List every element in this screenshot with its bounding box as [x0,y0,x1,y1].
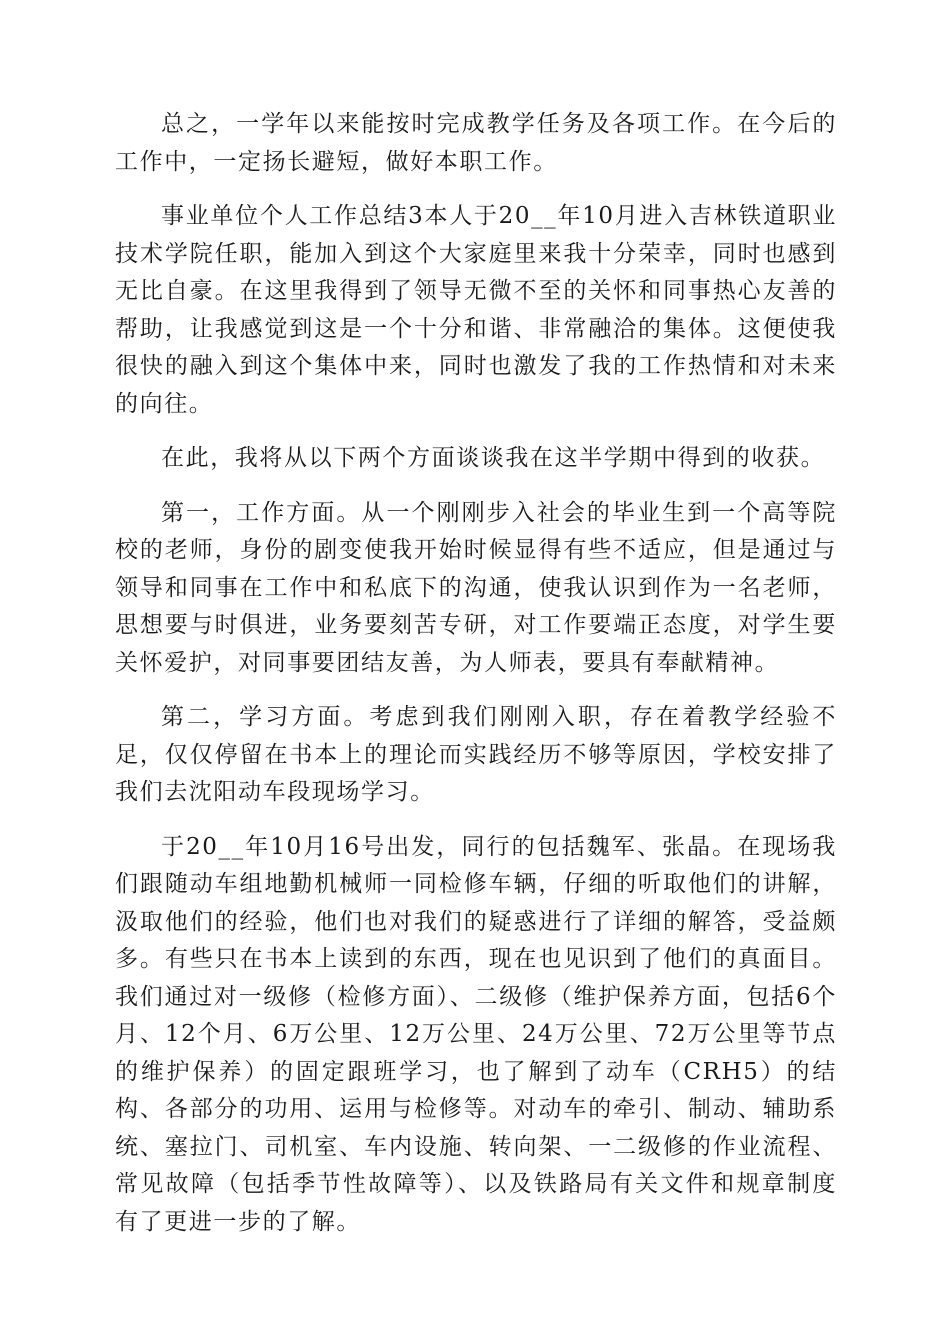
paragraph-field-study: 于20__年10月16号出发，同行的包括魏军、张晶。在现场我们跟随动车组地勤机械师一同检修车辆，仔细的听取他们的讲解，汲取他们的经验，他们也对我们的疑惑进行了详细的解答，受益颇多。有些只在书本上读到的东西，现在也见识到了他们的真面目。我们通过对一级修（检修方面）、二级修（维护保养方面，包括6个月、12个月、6万公里、12万公里、24万公里、72万公里等节点的维护保养）的固定跟班学习，也了解到了动车（CRH5）的结构、各部分的功用、运用与检修等。对动车的牵引、制动、辅助系统、塞拉门、司机室、车内设施、转向架、一二级修的作业流程、常见故障（包括季节性故障等）、以及铁路局有关文件和规章制度有了更进一步的了解。 [115,833,837,1235]
paragraph-work-aspect: 第一，工作方面。从一个刚刚步入社会的毕业生到一个高等院校的老师，身份的剧变使我开始时候显得有些不适应，但是通过与领导和同事在工作中和私底下的沟通，使我认识到作为一名老师，思想要与时俱进，业务要刻苦专研，对工作要端正态度，对学生要关怀爱护，对同事要团结友善，为人师表，要具有奉献精神。 [115,499,837,676]
paragraph-summary: 总之，一学年以来能按时完成教学任务及各项工作。在今后的工作中，一定扬长避短，做好本职工作。 [115,111,837,175]
document-body [115,106,837,1258]
paragraph-study-aspect: 第二，学习方面。考虑到我们刚刚入职，存在着教学经验不足，仅仅停留在书本上的理论而实践经历不够等原因，学校安排了我们去沈阳动车段现场学习。 [115,704,837,805]
paragraph-introduction: 事业单位个人工作总结3本人于20__年10月进入吉林铁道职业技术学院任职，能加入到这个大家庭里来我十分荣幸，同时也感到无比自豪。在这里我得到了领导无微不至的关怀和同事热心友善的帮助，让我感觉到这是一个十分和谐、非常融洽的集体。这便使我很快的融入到这个集体中来，同时也激发了我的工作热情和对未来的向往。 [115,203,837,417]
paragraph-overview: 在此，我将从以下两个方面谈谈我在这半学期中得到的收获。 [161,445,826,471]
